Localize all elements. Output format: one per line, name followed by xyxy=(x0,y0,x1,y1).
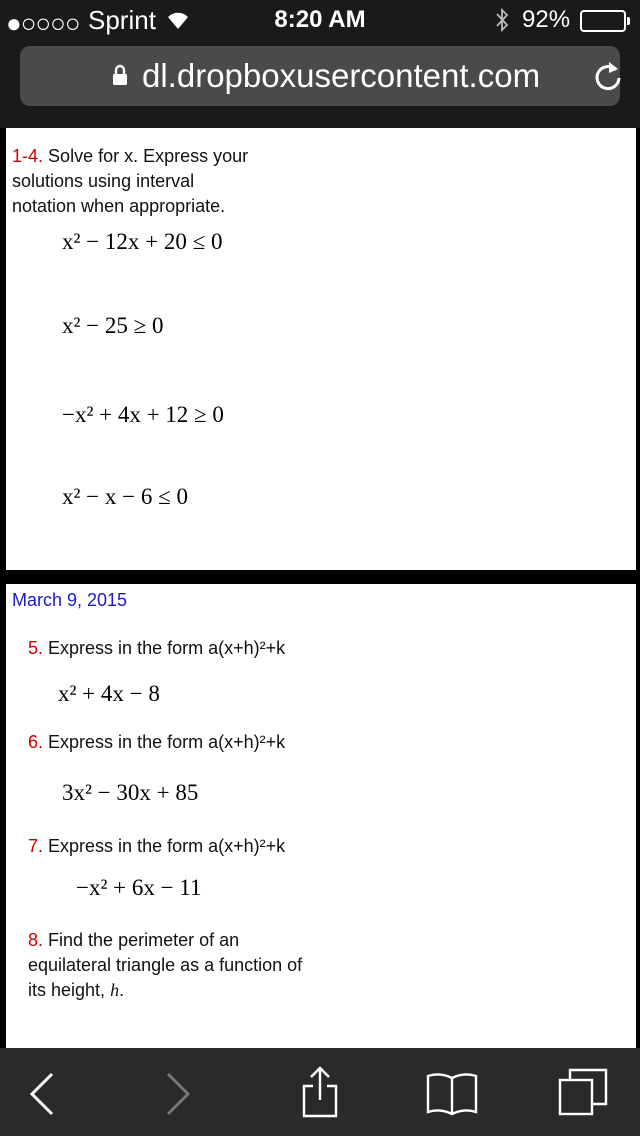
problem-number: 8. xyxy=(28,930,44,950)
url-text: dl.dropboxusercontent.com xyxy=(142,57,541,94)
carrier-name: Sprint xyxy=(88,5,156,35)
problem-text: Express in the form a(x+h)²+k xyxy=(48,732,286,752)
battery-icon xyxy=(580,10,626,32)
problem-7 xyxy=(28,834,285,859)
problem-5 xyxy=(28,636,285,661)
variable-h: h xyxy=(110,980,120,1000)
problem-text: Express in the form a(x+h)²+k xyxy=(48,836,286,856)
document-page-2 xyxy=(6,584,636,1048)
signal-strength: ●○○○○ xyxy=(6,8,80,38)
inequality-3: −x² + 4x + 12 ≥ 0 xyxy=(62,402,224,427)
document-page-1 xyxy=(6,128,636,570)
expression-5: x² + 4x − 8 xyxy=(58,681,160,706)
expression-7: −x² + 6x − 11 xyxy=(76,875,202,900)
share-icon[interactable] xyxy=(292,1066,348,1118)
problem-6 xyxy=(28,730,285,755)
expression-6: 3x² − 30x + 85 xyxy=(62,780,199,805)
inequality-1: x² − 12x + 20 ≤ 0 xyxy=(62,229,223,254)
back-icon[interactable] xyxy=(16,1066,72,1118)
inequality-2: x² − 25 ≥ 0 xyxy=(62,313,164,338)
tabs-icon[interactable] xyxy=(556,1066,612,1118)
problem-text-line: Find the perimeter of an xyxy=(48,930,240,950)
problem-text-line: equilateral triangle as a function of xyxy=(28,955,303,975)
browser-toolbar xyxy=(0,1048,640,1136)
problem-number: 5. xyxy=(28,638,44,658)
problem-text: Express in the form a(x+h)²+k xyxy=(48,638,286,658)
clock: 8:20 AM xyxy=(274,6,366,33)
problem-8 xyxy=(28,928,348,1003)
reload-icon[interactable] xyxy=(592,60,624,92)
sentence-period: . xyxy=(119,980,125,1000)
problem-instructions-line: Solve for x. Express your xyxy=(48,146,249,166)
page-date: March 9, 2015 xyxy=(12,590,128,610)
problem-number: 6. xyxy=(28,732,44,752)
bluetooth-icon xyxy=(494,7,510,33)
inequality-4: x² − x − 6 ≤ 0 xyxy=(62,484,188,509)
battery-percent: 92% xyxy=(522,6,571,33)
bookmarks-icon[interactable] xyxy=(424,1066,480,1118)
status-bar xyxy=(0,0,640,40)
lock-icon xyxy=(112,64,128,86)
problem-instructions-line: solutions using interval xyxy=(12,171,195,191)
problem-text-line: its height, xyxy=(28,980,106,1000)
problem-heading xyxy=(12,144,432,219)
address-bar[interactable] xyxy=(20,46,620,106)
browser-nav-bar xyxy=(0,40,640,128)
problem-number: 7. xyxy=(28,836,44,856)
problem-number: 1-4. xyxy=(12,146,44,166)
problem-instructions-line: notation when appropriate. xyxy=(12,196,226,216)
forward-icon[interactable] xyxy=(148,1066,204,1118)
